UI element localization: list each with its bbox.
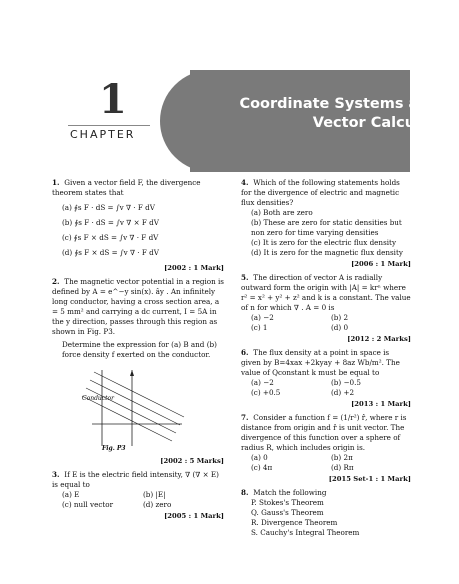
option: (b) These are zero for static densities but non zero for time varying densities [251, 218, 402, 237]
question-text: Which of the following statements holds for the divergence of electric and magnetic flux densities? [241, 178, 400, 207]
option: (c) 4π [251, 463, 273, 472]
option: (c) 1 [251, 323, 268, 332]
question-number: 4. [241, 178, 249, 187]
question-text: Determine the expression for (a) B and (b) force density f exerted on the conductor. [62, 340, 217, 359]
option: (c) null vector [62, 500, 114, 509]
question-2 [52, 277, 224, 466]
options-row [52, 500, 224, 510]
chapter-number: 1 [99, 76, 127, 123]
option: (c) It is zero for the electric flux density [251, 238, 396, 247]
year-ref: [2015 Set-1 : 1 Mark] [328, 475, 411, 483]
option: (a) E [62, 490, 80, 499]
option: (d) zero [143, 500, 172, 509]
chapter-label: CHAPTER [70, 128, 136, 141]
left-column [52, 178, 224, 525]
conductor-label: Conductor [82, 395, 115, 402]
option: (b) 2 [331, 313, 349, 322]
option: (a) 0 [251, 453, 268, 462]
match-item: S. Cauchy's Integral Theorem [251, 528, 360, 537]
figure-p3 [72, 366, 192, 452]
option: (a) −2 [251, 313, 274, 322]
question-1 [52, 178, 224, 273]
option: (d) It is zero for the magnetic flux density [251, 248, 403, 257]
option: (d) ∮s F × dS = ∫v ∇ · F dV [62, 248, 159, 257]
option: (d) +2 [331, 388, 355, 397]
match-item: R. Divergence Theorem [251, 518, 338, 527]
year-ref: [2013 : 1 Mark] [351, 400, 411, 408]
question-number: 3. [52, 470, 60, 479]
title-line-2: Vector Calculus [312, 115, 439, 131]
question-text: The flux density at a point in space is given by B=4xax +2kyay + 8az Wb/m². The value of Qconstant k must be equal to [241, 348, 400, 377]
question-number: 8. [241, 488, 249, 497]
option: (c) +0.5 [251, 388, 281, 397]
question-text: Given a vector field F, the divergence theorem states that [52, 178, 201, 197]
question-6 [241, 348, 411, 409]
chapter-header [0, 70, 459, 172]
question-text: If E is the electric field intensity, ∇ (∇ × E) is equal to [52, 470, 219, 489]
year-ref: [2012 : 2 Marks] [347, 335, 411, 343]
figure-caption: Fig. P3 [102, 445, 126, 452]
options-row [241, 378, 411, 388]
options-row [241, 463, 411, 473]
option: (b) −0.5 [331, 378, 361, 387]
year-ref: [2002 : 5 Marks] [160, 457, 224, 465]
year-ref: [2005 : 1 Mark] [164, 512, 224, 520]
question-8 [241, 488, 411, 538]
question-number: 5. [241, 273, 249, 282]
question-number: 2. [52, 277, 60, 286]
option: (b) ∮s F · dS = ∫v ∇ × F dV [62, 218, 159, 227]
question-text: Consider a function f = (1/r²) r̂, where r is distance from origin and r̂ is unit vector. The divergence of this function over a sphere of radius R, which includes origin is. [241, 413, 407, 452]
question-number: 7. [241, 413, 249, 422]
option: (a) Both are zero [251, 208, 313, 217]
question-text: The magnetic vector potential in a region is defined by A = e^−y sin(x). ây . An infinitely long conductor, having a cross section area, a = 5 mm² and carrying a dc current, I = 5A in the y direction, passes through this region as shown in Fig. P3. [52, 277, 224, 336]
chapter-title [239, 95, 439, 133]
question-text: Match the following [253, 488, 327, 497]
options-row [241, 453, 411, 463]
year-ref: [2002 : 1 Mark] [164, 264, 224, 272]
match-item: Q. Gauss's Theorem [251, 508, 324, 517]
options-row [241, 313, 411, 323]
question-number: 1. [52, 178, 60, 187]
right-column [241, 178, 411, 541]
conductor-diagram [72, 366, 192, 452]
question-4 [241, 178, 411, 269]
question-7 [241, 413, 411, 484]
question-text: The direction of vector A is radially outward form the origin with |A| = krⁿ where r² = x² + y² + z² and k is a constant. The value of n for which ∇ . A = 0 is [241, 273, 411, 312]
option: (a) −2 [251, 378, 274, 387]
option: (d) Rπ [331, 463, 354, 472]
option: (b) 2π [331, 453, 353, 462]
match-item: P. Stokes's Theorem [251, 498, 324, 507]
option: (a) ∮s F · dS = ∫v ∇ · F dV [62, 203, 155, 212]
question-5 [241, 273, 411, 344]
options-row [241, 323, 411, 333]
options-row [52, 490, 224, 500]
question-number: 6. [241, 348, 249, 357]
divider [68, 125, 150, 126]
year-ref: [2006 : 1 Mark] [351, 260, 411, 268]
options-row [241, 388, 411, 398]
question-3 [52, 470, 224, 521]
option: (b) |E| [143, 490, 166, 499]
title-line-1: Coordinate Systems and [239, 96, 439, 112]
option: (d) 0 [331, 323, 349, 332]
option: (c) ∮s F × dS = ∫v ∇ · F dV [62, 233, 159, 242]
